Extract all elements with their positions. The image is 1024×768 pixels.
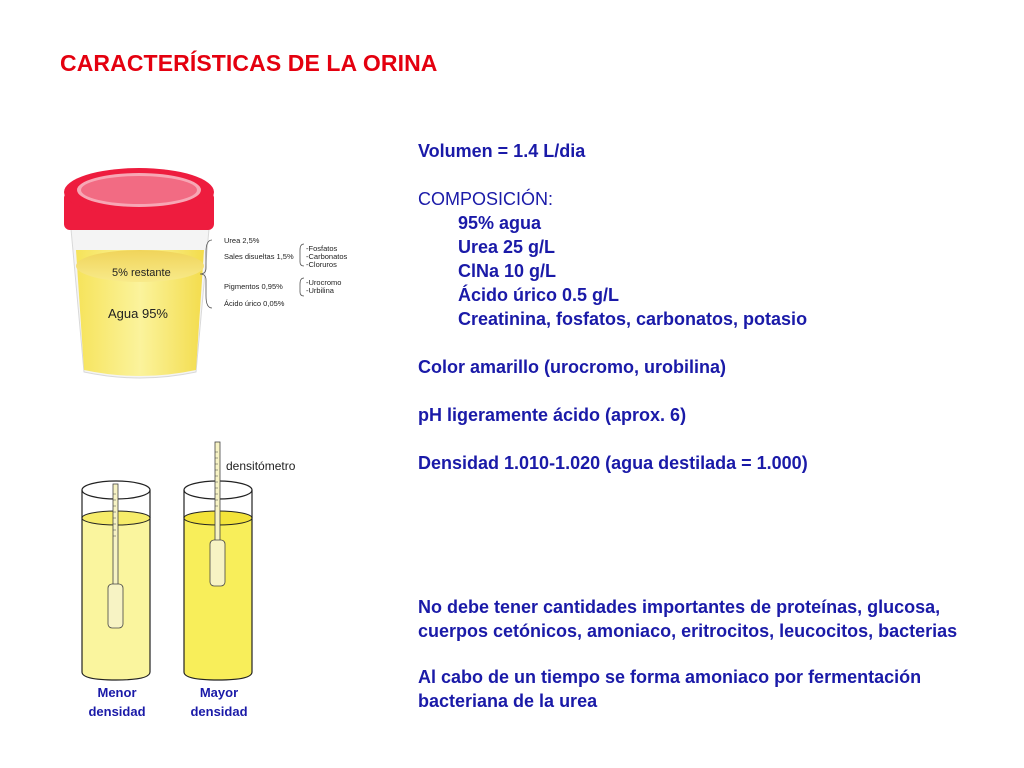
pigmentos-label: Pigmentos 0,95% (224, 282, 283, 291)
carbonatos-label: -Carbonatos (306, 252, 348, 261)
composicion-item: 95% agua (458, 213, 542, 233)
nota-line: No debe tener cantidades importantes de proteínas, glucosa, (418, 597, 941, 617)
acido-label: Ácido úrico 0,05% (224, 299, 285, 308)
amoniaco-line: Al cabo de un tiempo se forma amoniaco por fermentación (418, 667, 922, 687)
sales-label: Sales disueltas 1,5% (224, 252, 294, 261)
composicion-item: ClNa 10 g/L (458, 261, 557, 281)
page-title: CARACTERÍSTICAS DE LA ORINA (60, 50, 438, 76)
restante-label: 5% restante (112, 267, 171, 279)
densidad-text: Densidad 1.010-1.020 (agua destilada = 1.000) (418, 453, 808, 473)
composicion-item: Ácido úrico 0.5 g/L (458, 285, 620, 305)
volumen-text: Volumen = 1.4 L/dia (418, 141, 586, 161)
cylinder-menor-densidad (82, 481, 150, 680)
mayor-label: Mayor (199, 685, 239, 700)
fosfatos-label: -Fosfatos (306, 244, 338, 253)
urea-label: Urea 2,5% (224, 236, 260, 245)
color-text: Color amarillo (urocromo, urobilina) (418, 357, 727, 377)
urbilina-label: -Urbilina (306, 286, 334, 295)
densimetro-label: densitómetro (226, 459, 296, 473)
amoniaco-line: bacteriana de la urea (418, 691, 598, 711)
composition-brace (200, 240, 304, 308)
agua-label: Agua 95% (108, 306, 168, 321)
nota-line: cuerpos cetónicos, amoniaco, eritrocitos, leucocitos, bacterias (418, 621, 958, 641)
mayor-label: densidad (190, 704, 248, 719)
cloruros-label: -Cloruros (306, 260, 337, 269)
menor-label: Menor (97, 685, 137, 700)
composicion-item: Urea 25 g/L (458, 237, 556, 257)
composicion-item: Creatinina, fosfatos, carbonatos, potasio (458, 309, 808, 329)
menor-label: densidad (88, 704, 146, 719)
ph-text: pH ligeramente ácido (aprox. 6) (418, 405, 687, 425)
cylinder-mayor-densidad (184, 442, 252, 680)
urocromo-label: -Urocromo (306, 278, 342, 287)
composicion-heading: COMPOSICIÓN: (418, 189, 554, 209)
